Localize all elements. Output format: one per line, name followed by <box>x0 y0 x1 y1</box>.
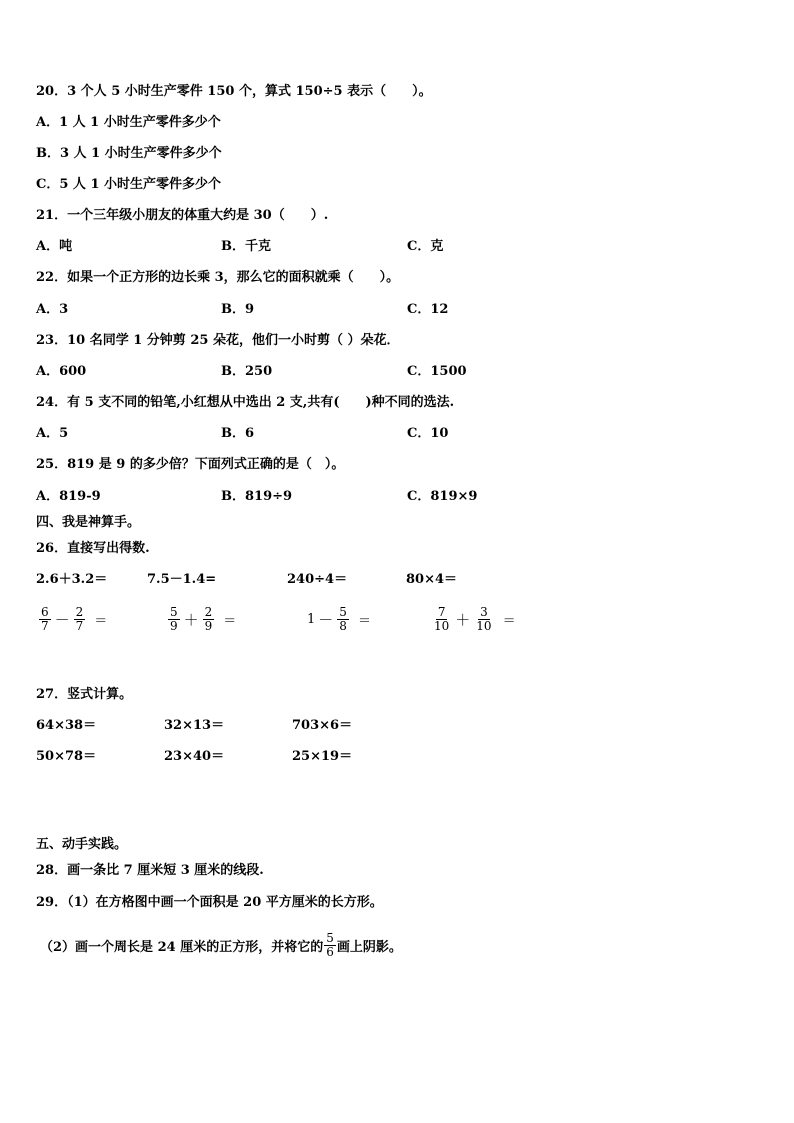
q25-option-a: A．819-9 <box>36 489 101 504</box>
denominator: 7 <box>75 619 84 633</box>
q22-stem: 22．如果一个正方形的边长乘 3，那么它的面积就乘（ ）。 <box>36 270 400 285</box>
denominator: 10 <box>434 619 450 633</box>
q29-part-2-text: （2）画一个周长是 24 厘米的正方形，并将它的 <box>40 940 324 955</box>
q29-part-2 <box>40 932 402 959</box>
denominator: 9 <box>204 619 213 633</box>
q24-option-c: C．10 <box>407 426 449 441</box>
q29-part-1: 29．（1）在方格图中画一个面积是 20 平方厘米的长方形。 <box>36 895 383 910</box>
q22-option-c: C．12 <box>407 302 449 317</box>
equals-sign: ＝ <box>94 614 108 629</box>
q24-option-b: B．6 <box>221 426 255 441</box>
q26-calc-4: 80×4＝ <box>406 572 458 587</box>
q23-option-a: A．600 <box>36 364 87 379</box>
q21-stem: 21．一个三年级小朋友的体重大约是 30（ ）. <box>36 208 329 223</box>
q26-fraction-expr-1 <box>38 606 107 633</box>
q23-stem: 23．10 名同学 1 分钟剪 25 朵花，他们一小时剪（ ）朵花． <box>36 333 400 348</box>
q27-calc-2: 32×13＝ <box>164 718 225 733</box>
operator: － <box>318 611 334 629</box>
fraction <box>203 606 215 633</box>
q27-calc-5: 23×40＝ <box>164 749 225 764</box>
numerator: 6 <box>41 605 49 619</box>
fraction <box>337 606 349 633</box>
q25-option-b: B．819÷9 <box>221 489 293 504</box>
q26-calc-2: 7.5－1.4= <box>147 572 217 587</box>
equals-sign: ＝ <box>223 614 237 629</box>
fraction <box>39 606 51 633</box>
numerator: 7 <box>437 605 446 619</box>
q24-option-a: A．5 <box>36 426 69 441</box>
denominator: 9 <box>170 619 178 633</box>
q29-part-2-text-end: 画上阴影。 <box>336 940 402 955</box>
fraction <box>168 606 180 633</box>
q26-fraction-expr-4 <box>431 606 516 633</box>
whole-number: 1 <box>307 612 316 627</box>
q27-calc-4: 50×78＝ <box>36 749 97 764</box>
q27-calc-1: 64×38＝ <box>36 718 97 733</box>
q21-option-b: B．千克 <box>221 239 271 254</box>
denominator: 10 <box>476 619 492 633</box>
fraction <box>432 606 451 633</box>
q24-stem: 24．有 5 支不同的铅笔,小红想从中选出 2 支,共有( )种不同的选法. <box>36 395 455 410</box>
numerator: 5 <box>339 605 347 619</box>
q27-calc-6: 25×19＝ <box>292 749 353 764</box>
q20-option-a: A．1 人 1 小时生产零件多少个 <box>36 115 221 130</box>
numerator: 5 <box>326 931 334 945</box>
fraction <box>324 932 336 959</box>
q26-calc-1: 2.6＋3.2＝ <box>36 572 108 587</box>
q26-fraction-expr-2 <box>167 606 236 633</box>
numerator: 5 <box>170 605 178 619</box>
section-5-heading: 五、动手实践。 <box>36 837 128 852</box>
q25-stem: 25．819 是 9 的多少倍？下面列式正确的是（ ）。 <box>36 457 345 472</box>
q26-calc-3: 240÷4＝ <box>287 572 348 587</box>
equals-sign: ＝ <box>357 614 371 629</box>
q21-option-c: C．克 <box>407 239 444 254</box>
q27-stem: 27．竖式计算。 <box>36 687 133 702</box>
q20-stem: 20．3 个人 5 小时生产零件 150 个，算式 150÷5 表示（ ）。 <box>36 84 432 99</box>
q28-stem: 28．画一条比 7 厘米短 3 厘米的线段. <box>36 863 264 878</box>
operator: ＋ <box>455 611 471 629</box>
q20-option-c: C．5 人 1 小时生产零件多少个 <box>36 177 222 192</box>
denominator: 7 <box>41 619 49 633</box>
q23-option-c: C．1500 <box>407 364 467 379</box>
section-4-heading: 四、我是神算手。 <box>36 515 141 530</box>
q22-option-a: A．3 <box>36 302 69 317</box>
q22-option-b: B．9 <box>221 302 255 317</box>
equals-sign: ＝ <box>502 614 516 629</box>
numerator: 2 <box>204 605 213 619</box>
numerator: 2 <box>75 605 84 619</box>
denominator: 8 <box>339 619 347 633</box>
q23-option-b: B．250 <box>221 364 273 379</box>
q20-option-b: B．3 人 1 小时生产零件多少个 <box>36 146 222 161</box>
q26-stem: 26．直接写出得数. <box>36 541 150 556</box>
q27-calc-3: 703×6＝ <box>292 718 353 733</box>
operator: － <box>54 611 70 629</box>
numerator: 3 <box>480 605 488 619</box>
fraction <box>474 606 493 633</box>
q25-option-c: C．819×9 <box>407 489 478 504</box>
operator: ＋ <box>183 611 199 629</box>
fraction <box>74 606 86 633</box>
denominator: 6 <box>326 945 334 959</box>
q26-fraction-expr-3 <box>307 606 371 633</box>
q21-option-a: A．吨 <box>36 239 73 254</box>
